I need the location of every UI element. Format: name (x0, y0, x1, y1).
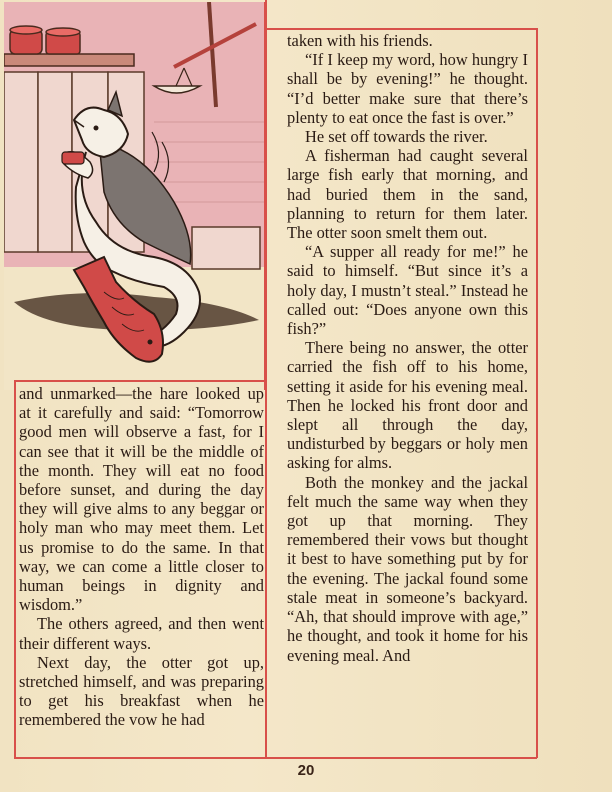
left-text-column (19, 384, 264, 730)
left-column-top-border (14, 380, 266, 382)
page-number: 20 (297, 762, 315, 779)
right-column-border (536, 28, 538, 758)
right-paragraph-1: taken with his friends. (287, 31, 433, 50)
right-paragraph-5: “A supper all ready for me!” he said to himself. “But since it’s a holy day, I mustn’t steal.” Instead he called out: “Does anyone own this fish?” (287, 242, 528, 339)
bottom-border (14, 757, 537, 759)
left-paragraph-3: Next day, the otter got up, stretched himself, and was preparing to get his breakfast when he remembered the vow he had (19, 652, 264, 730)
right-paragraph-7: Both the monkey and the jackal felt much the same way when they got up that morning. They remembered their vows but thought it best to have something put by for the evening. The jackal found some stale meat in someone’s backyard. “Ah, that should improve with age,” he thought, and took it home for his evening meal. And (287, 472, 528, 665)
right-text-column (287, 31, 528, 665)
left-paragraph-2: The others agreed, and then went their different ways. (19, 614, 264, 653)
right-column-top-border (265, 28, 537, 30)
left-paragraph-1: and unmarked—the hare looked up at it carefully and said: “Tomorrow good men will observe a fast, for I can see that it will be the middle of the month. They will eat no food before sunset, and during the day they will give alms to any beggar or holy man who may meet them. Let us promise to do the same. In that way, we can come a little closer to human beings in dignity and wisdom.” (19, 384, 264, 615)
right-paragraph-2: “If I keep my word, how hungry I shall be by evening!” he thought. “I’d better make sure that there’s plenty to eat once the fast is over.” (287, 50, 528, 127)
right-paragraph-6: There being no answer, the otter carried the fish off to his home, setting it aside for his evening meal. Then he locked his front door and slept all through the day, undisturbed by beggars or holy men asking for alms. (287, 338, 528, 473)
left-column-border (14, 380, 16, 758)
center-divider (265, 0, 267, 758)
right-paragraph-4: A fisherman had caught several large fish early that morning, and had buried them in the sand, planning to return for them later. The otter soon smelt them out. (287, 146, 528, 243)
right-paragraph-3: He set off towards the river. (305, 127, 488, 147)
jackal-illustration (4, 2, 266, 390)
